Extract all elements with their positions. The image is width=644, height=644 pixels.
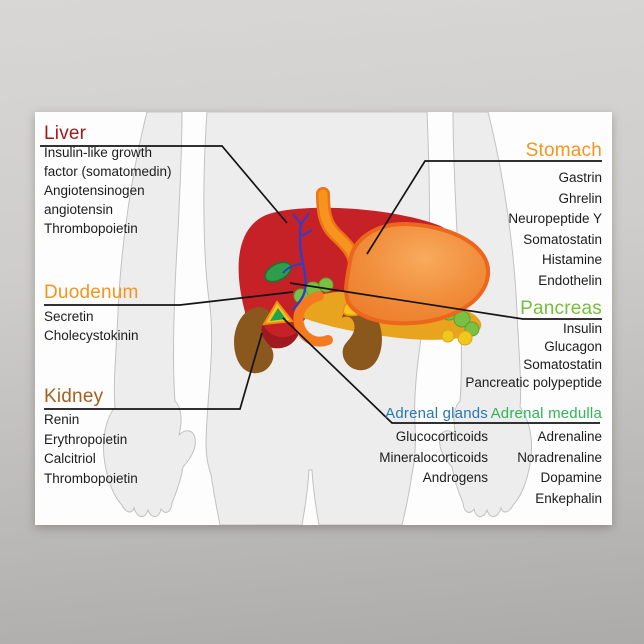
section-title-stomach: Stomach bbox=[525, 140, 602, 161]
section-pancreas bbox=[372, 298, 602, 392]
hormone-item: Dopamine bbox=[540, 470, 602, 485]
hormone-list-pancreas bbox=[372, 320, 602, 391]
hormone-list-duodenum bbox=[44, 308, 254, 345]
endocrine-poster bbox=[35, 112, 612, 525]
section-duodenum bbox=[44, 282, 254, 346]
section-title-kidney: Kidney bbox=[44, 386, 104, 407]
hormone-item: Cholecystokinin bbox=[44, 328, 139, 343]
hormone-item: Secretin bbox=[44, 309, 94, 324]
hormone-item: Glucagon bbox=[544, 339, 602, 354]
hormone-item: Endothelin bbox=[538, 272, 602, 288]
section-title-duodenum: Duodenum bbox=[44, 282, 139, 303]
section-title-adrenal-medulla: Adrenal medulla bbox=[490, 405, 602, 422]
section-stomach bbox=[382, 140, 602, 292]
hormone-item: Androgens bbox=[422, 470, 488, 485]
section-kidney bbox=[44, 386, 254, 489]
hormone-item: Thrombopoietin bbox=[44, 470, 138, 486]
hormone-item: Histamine bbox=[541, 252, 602, 267]
hormone-list-kidney bbox=[44, 411, 254, 488]
hormone-item: Noradrenaline bbox=[517, 449, 602, 465]
hormone-item: Pancreatic polypeptide bbox=[465, 375, 602, 390]
hormone-item: Erythropoietin bbox=[44, 431, 128, 447]
section-title-liver: Liver bbox=[44, 123, 87, 144]
hormone-item: Gastrin bbox=[558, 170, 602, 185]
section-title-pancreas: Pancreas bbox=[520, 298, 602, 319]
hormone-list-adrenal-medulla bbox=[462, 428, 602, 508]
hormone-item: Somatostatin bbox=[523, 357, 602, 372]
hormone-item: Angiotensinogen bbox=[44, 183, 145, 198]
hormone-item: Mineralocorticoids bbox=[379, 449, 488, 465]
hormone-item: Neuropeptide Y bbox=[508, 211, 602, 226]
hormone-list-stomach bbox=[382, 169, 602, 290]
hormone-item: Somatostatin bbox=[523, 231, 602, 247]
hormone-item: Renin bbox=[44, 412, 80, 427]
section-adrenal-medulla bbox=[462, 405, 602, 510]
hormone-item: Calcitriol bbox=[44, 451, 96, 466]
hormone-item: factor (somatomedin) bbox=[44, 164, 172, 179]
hormone-list-liver bbox=[44, 144, 254, 238]
hormone-item: Glucocorticoids bbox=[395, 429, 488, 444]
hormone-item: Enkephalin bbox=[535, 490, 602, 506]
section-title-adrenal-glands: Adrenal glands bbox=[385, 405, 488, 422]
section-liver bbox=[44, 123, 254, 239]
hormone-item: Insulin-like growth bbox=[44, 145, 153, 160]
hormone-item: Ghrelin bbox=[558, 190, 602, 206]
hormone-item: angiotensin bbox=[44, 202, 114, 217]
hormone-item: Adrenaline bbox=[537, 429, 602, 444]
hormone-item: Thrombopoietin bbox=[44, 221, 138, 236]
hormone-item: Insulin bbox=[562, 321, 602, 336]
